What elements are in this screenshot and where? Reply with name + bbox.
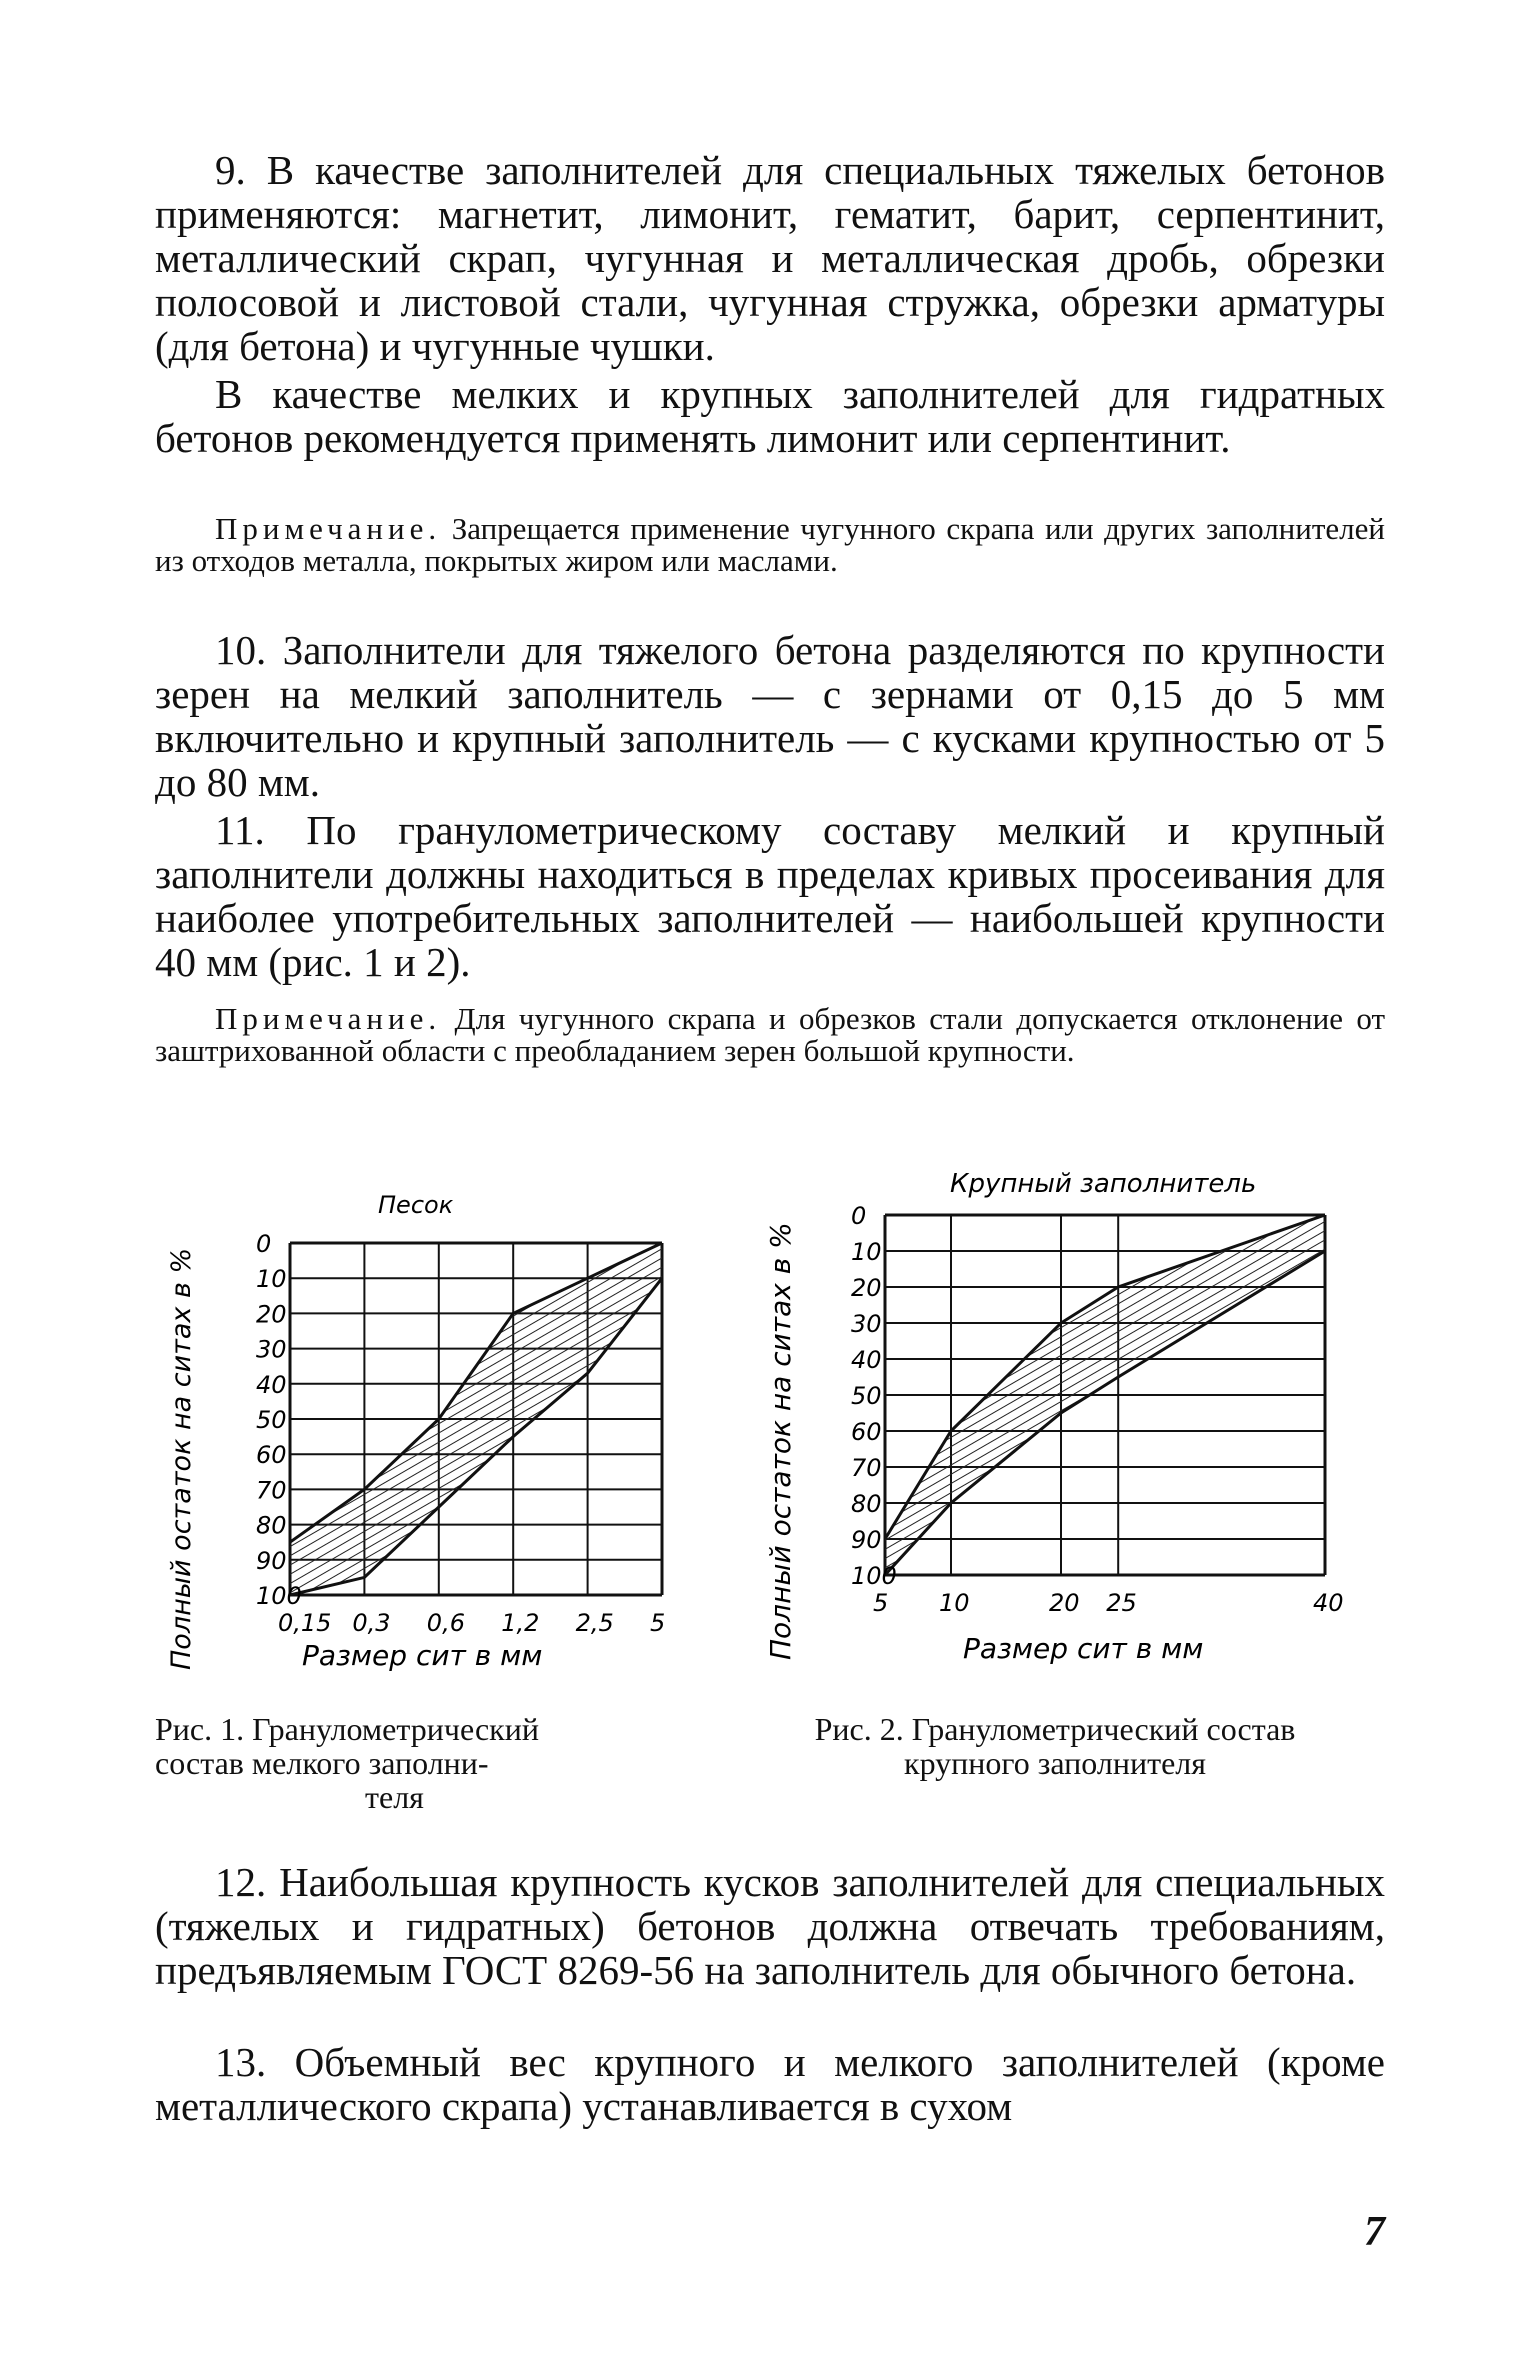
- x-axis-title: Размер сит в мм: [963, 1632, 1204, 1665]
- y-tick-label: 90: [256, 1546, 287, 1575]
- figure-1-caption-line-1: Рис. 1. Гранулометрический: [155, 1711, 539, 1747]
- y-tick-label: 50: [851, 1382, 882, 1410]
- y-tick-label: 60: [256, 1441, 287, 1470]
- y-tick-label: 100: [256, 1582, 302, 1610]
- y-tick-label: 30: [256, 1335, 287, 1364]
- figure-2-caption-line-1: Рис. 2. Гранулометрический состав: [814, 1711, 1296, 1747]
- y-tick-label: 10: [851, 1238, 882, 1266]
- x-tick-label: 1,2: [501, 1609, 540, 1637]
- y-tick-label: 70: [851, 1454, 882, 1482]
- paragraph-12: 12. Наибольшая крупность кусков заполнителей для специальных (тяжелых и гидратных) бетонов должна отвечать требованиям, предъявляемым ГОСТ 8269-56 на заполнитель для обычного бетона.: [155, 1859, 1385, 1993]
- paragraph-10: 10. Заполнители для тяжелого бетона разделяются по крупности зерен на мелкий заполнитель — с зернами от 0,15 до 5 мм включительно и крупный заполнитель — с кусками крупностью от 5 до 80 мм.: [155, 627, 1385, 805]
- x-tick-label: 2,5: [575, 1609, 614, 1637]
- y-tick-label: 60: [851, 1418, 882, 1446]
- paragraph-11: 11. По гранулометрическому составу мелкий и крупный заполнители должны находиться в пределах кривых просеивания для наиболее употребительных заполнителей — наибольшей крупности 40 мм (рис. 1 и 2).: [155, 807, 1385, 985]
- x-tick-label: 40: [1313, 1589, 1344, 1617]
- note-1-label: Примечание.: [215, 511, 442, 546]
- paragraph-9a: 9. В качестве заполнителей для специальных тяжелых бетонов применяются: магнетит, лимонит, гематит, барит, серпентинит, металлический скрап, чугунная и металлическая дробь, обрезки полосовой и листовой стали, чугунная стружка, обрезки арматуры (для бетона) и чугунные чушки.: [155, 147, 1385, 369]
- y-tick-label: 80: [256, 1511, 287, 1540]
- figure-1-caption-line-2: состав мелкого заполни-: [155, 1745, 489, 1781]
- note-2: [155, 1003, 1385, 1067]
- x-tick-label: 5: [650, 1609, 666, 1637]
- chart-title: Крупный заполнитель: [950, 1169, 1257, 1199]
- x-tick-label: 20: [1049, 1589, 1080, 1617]
- y-tick-label: 20: [256, 1300, 287, 1329]
- y-axis-title: Полный остаток на ситах в %: [166, 1247, 197, 1670]
- y-axis-title: Полный остаток на ситах в %: [764, 1222, 797, 1660]
- x-tick-label: 5: [873, 1589, 889, 1617]
- x-tick-label: 0,3: [352, 1609, 391, 1637]
- chart-title: Песок: [378, 1191, 454, 1219]
- y-tick-label: 0: [256, 1230, 272, 1258]
- paragraph-9b: В качестве мелких и крупных заполнителей для гидратных бетонов рекомендуется применять лимонит или серпентинит.: [155, 371, 1385, 461]
- y-tick-label: 20: [851, 1274, 882, 1302]
- y-tick-label: 40: [851, 1346, 882, 1374]
- paragraph-13: 13. Объемный вес крупного и мелкого заполнителей (кроме металлического скрапа) устанавливается в сухом: [155, 2039, 1385, 2129]
- y-tick-label: 40: [256, 1370, 287, 1399]
- figure-1-caption-line-3: теля: [365, 1779, 424, 1815]
- figure-2-caption-line-2: крупного заполнителя: [904, 1745, 1206, 1781]
- y-tick-label: 90: [851, 1526, 882, 1554]
- figure-1-caption: [155, 1712, 655, 1814]
- y-tick-label: 70: [256, 1476, 287, 1505]
- figure-1-chart: [150, 1165, 690, 1690]
- y-tick-label: 0: [851, 1202, 867, 1230]
- x-axis-title: Размер сит в мм: [302, 1639, 543, 1672]
- x-tick-label: 0,15: [278, 1609, 332, 1637]
- x-tick-label: 0,6: [426, 1609, 465, 1637]
- note-2-text: Для чугунного скрапа и обрезков стали допускается отклонение от заштрихованной области с преобладанием зерен большой крупности.: [155, 1001, 1385, 1068]
- y-tick-label: 100: [851, 1562, 897, 1590]
- y-tick-label: 10: [256, 1265, 287, 1294]
- note-1-text: Запрещается применение чугунного скрапа или других заполнителей из отходов металла, покрытых жиром или маслами.: [155, 511, 1385, 578]
- page-number: 7: [1364, 2209, 1385, 2255]
- note-1: [155, 513, 1385, 577]
- y-tick-label: 80: [851, 1490, 882, 1518]
- y-tick-label: 30: [851, 1310, 882, 1338]
- note-2-label: Примечание.: [215, 1001, 442, 1036]
- x-tick-label: 10: [939, 1589, 970, 1617]
- x-tick-label: 25: [1106, 1589, 1137, 1617]
- figure-2-caption: [755, 1712, 1355, 1780]
- figure-2-chart: [745, 1140, 1355, 1695]
- y-tick-label: 50: [256, 1406, 287, 1434]
